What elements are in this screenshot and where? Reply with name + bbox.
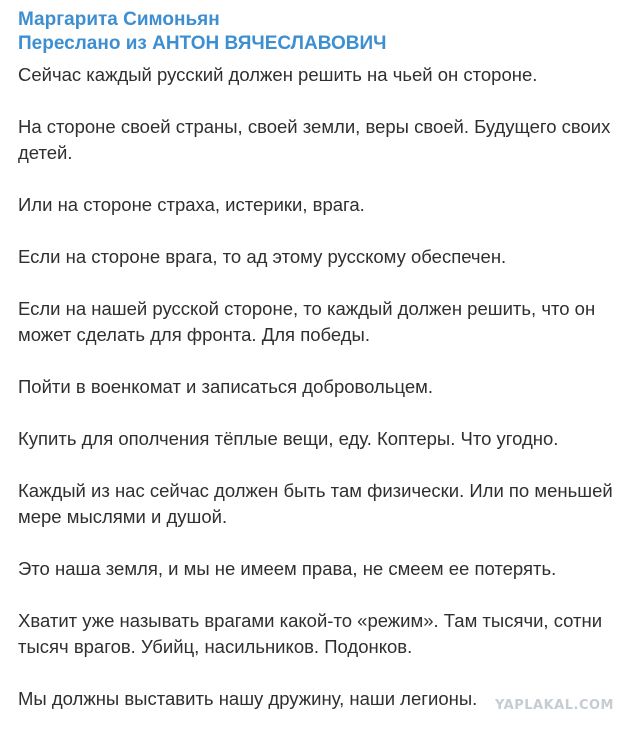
message-paragraph: Купить для ополчения тёплые вещи, еду. Коптеры. Что угодно. bbox=[18, 428, 559, 449]
message-paragraph: Или на стороне страха, истерики, врага. bbox=[18, 194, 365, 215]
forwarded-from-label[interactable]: Переслано из АНТОН ВЯЧЕСЛАВОВИЧ bbox=[18, 33, 387, 54]
site-watermark: YAPLAKAL.COM bbox=[495, 698, 614, 713]
message-paragraph: На стороне своей страны, своей земли, веры своей. Будущего своих детей. bbox=[18, 116, 611, 163]
message-paragraph: Если на стороне врага, то ад этому русскому обеспечен. bbox=[18, 246, 507, 267]
message-paragraph: Пойти в военкомат и записаться добровольцем. bbox=[18, 376, 434, 397]
message-paragraph: Мы должны выставить нашу дружину, наши легионы. bbox=[18, 688, 478, 709]
message-paragraph: Каждый из нас сейчас должен быть там физически. Или по меньшей мере мыслями и душой. bbox=[18, 480, 613, 527]
message-paragraph: Сейчас каждый русский должен решить на чьей он стороне. bbox=[18, 64, 538, 85]
message-paragraph: Это наша земля, и мы не имеем права, не смеем ее потерять. bbox=[18, 558, 557, 579]
message-paragraph: Хватит уже называть врагами какой-то «режим». Там тысячи, сотни тысяч врагов. Убийц, насильников. Подонков. bbox=[18, 610, 603, 657]
sender-name[interactable]: Маргарита Симоньян bbox=[18, 9, 220, 30]
message-paragraph: Если на нашей русской стороне, то каждый должен решить, что он может сделать для фронта. Для победы. bbox=[18, 298, 596, 345]
